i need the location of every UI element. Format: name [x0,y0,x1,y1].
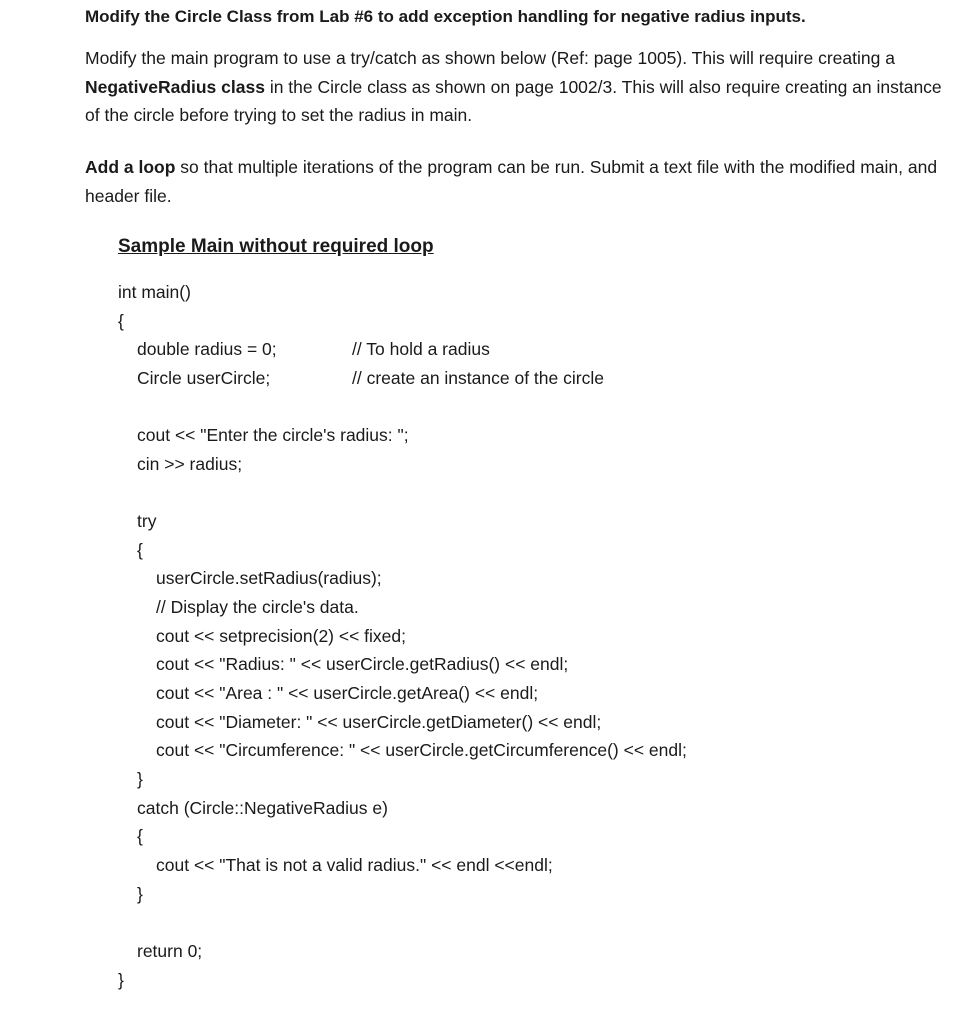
code-try-keyword: try [137,511,157,531]
code-out-circumference: cout << "Circumference: " << userCircle.getCircumference() << endl; [156,740,687,760]
code-prompt: cout << "Enter the circle's radius: "; [137,425,409,445]
code-decl-circle: Circle userCircle; [137,368,271,388]
sample-main-heading: Sample Main without required loop [118,236,434,257]
code-try-open-brace: { [137,540,143,560]
code-decl-circle-comment: // create an instance of the circle [352,368,604,388]
code-display-comment: // Display the circle's data. [156,597,359,617]
document-title: Modify the Circle Class from Lab #6 to add exception handling for negative radius inputs. [85,7,806,26]
para2-bold: Add a loop [85,157,176,177]
code-invalid-message: cout << "That is not a valid radius." << endl <<endl; [156,855,553,875]
code-out-diameter: cout << "Diameter: " << userCircle.getDiameter() << endl; [156,712,602,732]
code-try-close-brace: } [137,769,143,789]
instruction-paragraph-1 [85,44,955,130]
code-main-signature: int main() [118,282,191,302]
para1-bold: NegativeRadius class [85,76,265,97]
code-close-brace: } [118,970,124,990]
code-decl-radius: double radius = 0; [137,339,277,359]
code-catch-open-brace: { [137,826,143,846]
code-return: return 0; [137,941,203,961]
code-read: cin >> radius; [137,454,243,474]
code-decl-radius-comment: // To hold a radius [352,339,490,359]
code-precision: cout << setprecision(2) << fixed; [156,626,406,646]
code-catch-close-brace: } [137,884,143,904]
para1-text-b: in the Circle class as shown on page 1002/3. This will also require creating an instance of the circle before trying to set the radius in main. [85,76,942,125]
instruction-paragraph-2 [85,153,955,210]
code-set-radius: userCircle.setRadius(radius); [156,568,382,588]
code-out-area: cout << "Area : " << userCircle.getArea() << endl; [156,683,539,703]
code-out-radius: cout << "Radius: " << userCircle.getRadius() << endl; [156,654,569,674]
code-open-brace: { [118,311,124,331]
code-catch-line: catch (Circle::NegativeRadius e) [137,798,388,818]
para1-text-a: Modify the main program to use a try/catch as shown below (Ref: page 1005). This will require creating a [85,48,895,68]
para2-text: so that multiple iterations of the program can be run. Submit a text file with the modified main, and header file. [85,157,938,206]
